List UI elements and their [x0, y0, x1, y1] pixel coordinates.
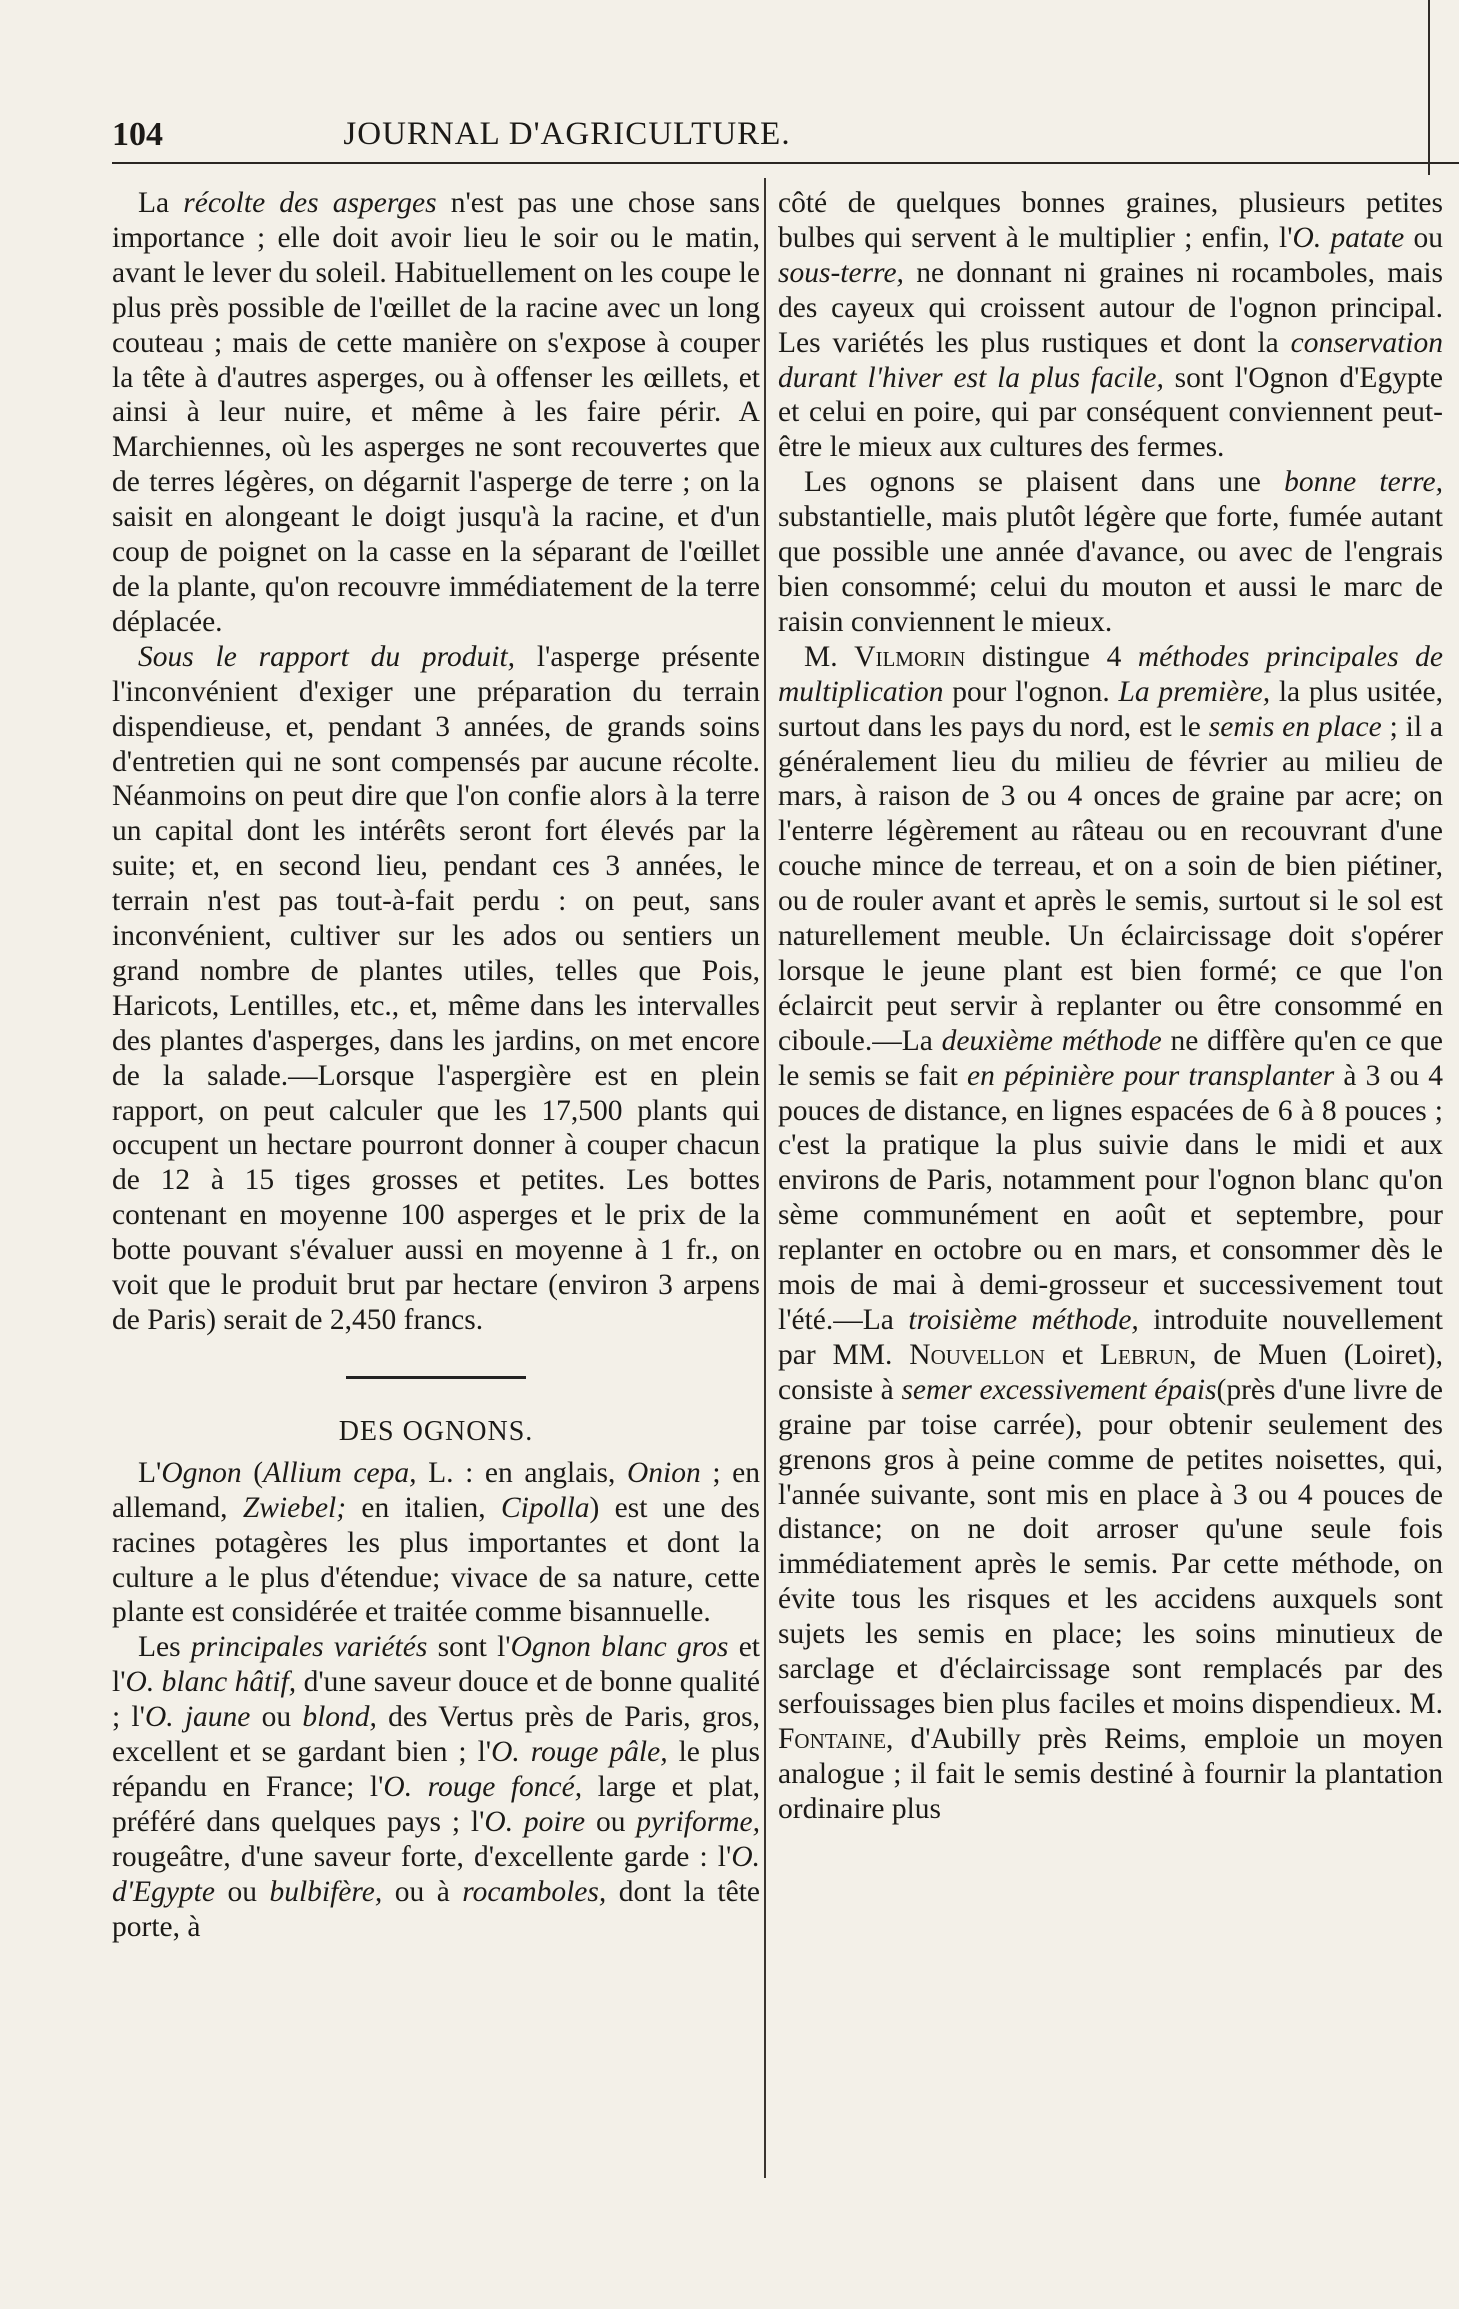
text-run: ; il a généralement lieu du milieu de février au milieu de mars, à raison de 3 ou 4 onces de graine par acre; on l'enterre légèrement au râteau ou en recouvrant d'une couche mince de terreau, et on a soin de bien piétiner, ou de rouler avant et après le semis, surtout si le sol est naturellement meuble. Un éclaircissage doit s'opérer lorsque le jeune plant est bien formé; ce que l'on éclaircit peut servir à replanter ou être consommé en ciboule.—La: [778, 710, 1444, 1057]
right-column: [778, 186, 1443, 1827]
italic-run: Onion: [626, 1456, 701, 1489]
italic-run: Ognon blanc gros: [510, 1631, 729, 1664]
smallcaps-run: Vilmorin: [854, 640, 966, 673]
italic-run: bulbifère,: [269, 1875, 383, 1908]
text-run: sont l'Ognon d'Egypte et celui en poire, qui par conséquent conviennent peut-être le mieux aux cultures des fermes.: [778, 361, 1443, 464]
italic-run: O. rouge foncé,: [383, 1770, 583, 1803]
italic-run: troisième méthode,: [908, 1304, 1139, 1336]
italic-run: Allium cepa,: [263, 1456, 417, 1489]
italic-run: O. poire: [484, 1805, 586, 1838]
text-run: (près d'une livre de graine par toise carrée), pour obtenir seulement des grenons gros à peine comme de petites noisettes, qui, l'année suivante, sont mis en place à 3 ou 4 pouces de distance; on ne doit arroser qu'une seule fois immédiatement après le semis. Par cette méthode, on évite tous les risques et les accidens auxquels sont sujets les semis en place; les soins minutieux de sarclage et d'éclaircissage sont remplacés par des serfouissages bien plus faciles et moins dispendieux. M.: [778, 1373, 1443, 1720]
text-run: côté de quelques bonnes graines, plusieurs petites bulbes qui servent à le multiplier ; enfin, l': [778, 187, 1443, 254]
text-run: (: [241, 1456, 264, 1489]
italic-run: O. patate: [1292, 221, 1405, 254]
text-run: , de Muen (Loiret), consiste à: [778, 1338, 1443, 1406]
text-run: L. : en anglais,: [416, 1456, 627, 1489]
italic-run: Sous le rapport du produit,: [138, 640, 516, 673]
text-run: d'une saveur douce et de bonne qualité ; l': [112, 1666, 760, 1734]
text-run: ou à: [382, 1875, 463, 1908]
text-run: ne diffère qu'en ce que le semis se fait: [778, 1024, 1444, 1092]
italic-run: O. jaune: [144, 1701, 251, 1734]
text-run: ou: [1404, 221, 1444, 254]
paragraph-onion-varieties: [112, 1630, 760, 1944]
text-run: sont l': [427, 1631, 511, 1664]
text-run: ou: [214, 1875, 270, 1908]
left-column: [112, 186, 760, 1945]
paragraph-onion-soil: [778, 465, 1443, 640]
text-run: ne donnant ni graines ni rocamboles, mais des cayeux qui croissent autour de l'ognon principal. Les variétés les plus rustiques et dont la: [778, 256, 1443, 359]
text-run: dont la tête porte, à: [112, 1875, 760, 1943]
running-title: JOURNAL D'AGRICULTURE.: [343, 116, 791, 152]
italic-run: conservation durant l'hiver est la plus facile,: [778, 326, 1443, 394]
text-run: large et plat, préféré dans quelques pays ; l': [112, 1770, 760, 1838]
header-rule: [112, 162, 1459, 164]
text-run: en italien,: [346, 1491, 501, 1524]
italic-run: blond,: [302, 1701, 377, 1734]
italic-run: sous-terre,: [778, 256, 904, 289]
text-run: distingue 4: [965, 640, 1138, 673]
text-run: pour l'ognon.: [943, 675, 1119, 708]
italic-run: Cipolla: [501, 1491, 590, 1524]
italic-run: O. rouge pâle,: [491, 1736, 668, 1769]
paragraph-varieties-continued: [778, 186, 1443, 465]
italic-run: méthodes principales de multiplication: [778, 640, 1443, 708]
italic-run: deuxième méthode: [941, 1024, 1162, 1057]
text-run: des Vertus près de Paris, gros, excellent et se gardant bien ; l': [112, 1701, 760, 1769]
text-run: n'est pas une chose sans importance ; elle doit avoir lieu le soir ou le matin, avant le lever du soleil. Habituellement on les coupe le plus près possible de l'œillet de la racine avec un long couteau ; mais de cette manière on s'expose à couper la tête à d'autres asperges, ou à offenser les œillets, et ainsi à leur nuire, et même à les faire périr. A Marchiennes, où les asperges ne sont recouvertes que de terres légères, on dégarnit l'asperge de terre ; on la saisit en alongeant le doigt jusqu'à la racine, et d'un coup de poignet on la casse en la séparant de l'œillet de la plante, qu'on recouvre immédiatement de la terre déplacée.: [112, 187, 760, 638]
smallcaps-run: Lebrun: [1099, 1338, 1190, 1371]
column-divider: [764, 178, 766, 2178]
italic-run: bonne terre,: [1284, 466, 1444, 499]
section-heading: DES OGNONS.: [338, 1415, 534, 1447]
italic-run: récolte des asperges: [183, 187, 437, 219]
text-run: le plus répandu en France; l': [112, 1736, 761, 1803]
italic-run: pyriforme,: [636, 1805, 760, 1838]
text-run: introduite nouvellement par MM.: [778, 1304, 1443, 1371]
smallcaps-run: Fontaine: [778, 1722, 887, 1755]
text-run: ou: [250, 1701, 303, 1734]
italic-run: La première,: [1118, 675, 1271, 708]
italic-run: en pépinière pour transplanter: [967, 1059, 1335, 1092]
text-run: rougeâtre, d'une saveur forte, d'excellente garde : l': [112, 1840, 732, 1873]
text-run: M.: [804, 640, 855, 673]
smallcaps-run: Nouvellon: [909, 1338, 1045, 1371]
paragraph-asparagus-yield: [112, 640, 760, 1338]
italic-run: rocamboles,: [462, 1875, 607, 1908]
text-run: la plus usitée, surtout dans les pays du nord, est le: [778, 675, 1443, 743]
paragraph-onion-intro: [112, 1456, 760, 1631]
text-run: et: [1044, 1338, 1100, 1371]
paragraph-asparagus-harvest: [112, 186, 760, 640]
italic-run: semer excessivement épais: [901, 1373, 1217, 1406]
text-run: substantielle, mais plutôt légère que forte, fumée autant que possible une année d'avance, ou avec de l'engrais bien consommé; celui du mouton et aussi le marc de raisin conviennent le mieux.: [778, 501, 1443, 638]
text-run: Les ognons se plaisent dans une: [804, 466, 1285, 499]
italic-run: O. d'Egypte: [112, 1840, 760, 1908]
text-run: L': [138, 1456, 162, 1489]
section-separator: [346, 1376, 526, 1379]
page-edge-line: [1428, 0, 1430, 175]
text-run: ou: [585, 1805, 637, 1838]
italic-run: Zwiebel;: [242, 1491, 347, 1524]
italic-run: O. blanc hâtif,: [125, 1666, 297, 1699]
text-run: à 3 ou 4 pouces de distance, en lignes espacées de 6 à 8 pouces ; c'est la pratique la plus suivie dans le midi et aux environs de Paris, notamment pour l'ognon blanc qu'on sème communément en août et septembre, pour replanter en octobre ou en mars, et consommer dès le mois de mai à demi-grosseur et successivement tout l'été.—La: [778, 1059, 1444, 1336]
text-run: La: [138, 187, 184, 219]
italic-run: Ognon: [161, 1456, 242, 1489]
page-number: 104: [112, 116, 163, 153]
text-run: Les: [138, 1631, 191, 1664]
text-run: et l': [112, 1631, 760, 1699]
text-run: , d'Aubilly près Reims, emploie un moyen analogue ; il fait le semis destiné à fournir la plantation ordinaire plus: [778, 1722, 1443, 1825]
text-run: l'asperge présente l'inconvénient d'exiger une préparation du terrain dispendieuse, et, pendant 3 années, de grands soins d'entretien qui ne sont compensés par aucune récolte. Néanmoins on peut dire que l'on confie alors à la terre un capital dont les intérêts seront fort élevés par la suite; et, en second lieu, pendant ces 3 années, le terrain n'est pas tout-à-fait perdu : on peut, sans inconvénient, cultiver sur les ados ou sentiers un grand nombre de plantes utiles, telles que Pois, Haricots, Lentilles, etc., et, même dans les intervalles des plantes d'asperges, dans les jardins, on met encore de la salade.—Lorsque l'aspergière est en plein rapport, on peut calculer que les 17,500 plants qui occupent un hectare pourront donner à couper chacun de 12 à 15 tiges grosses et petites. Les bottes contenant en moyenne 100 asperges et le prix de la botte pouvant s'évaluer aussi en moyenne à 1 fr., on voit que le produit brut par hectare (environ 3 arpens de Paris) serait de 2,450 francs.: [112, 640, 760, 1336]
paragraph-onion-methods: [778, 640, 1443, 1827]
text-run: ) est une des racines potagères les plus importantes et dont la culture a le plus d'étendue; vivace de sa nature, cette plante est considérée et traitée comme bisannuelle.: [112, 1491, 760, 1629]
italic-run: principales variétés: [190, 1631, 428, 1664]
text-run: ; en allemand,: [112, 1456, 761, 1524]
italic-run: semis en place: [1208, 710, 1382, 743]
page-header: [112, 110, 1022, 160]
